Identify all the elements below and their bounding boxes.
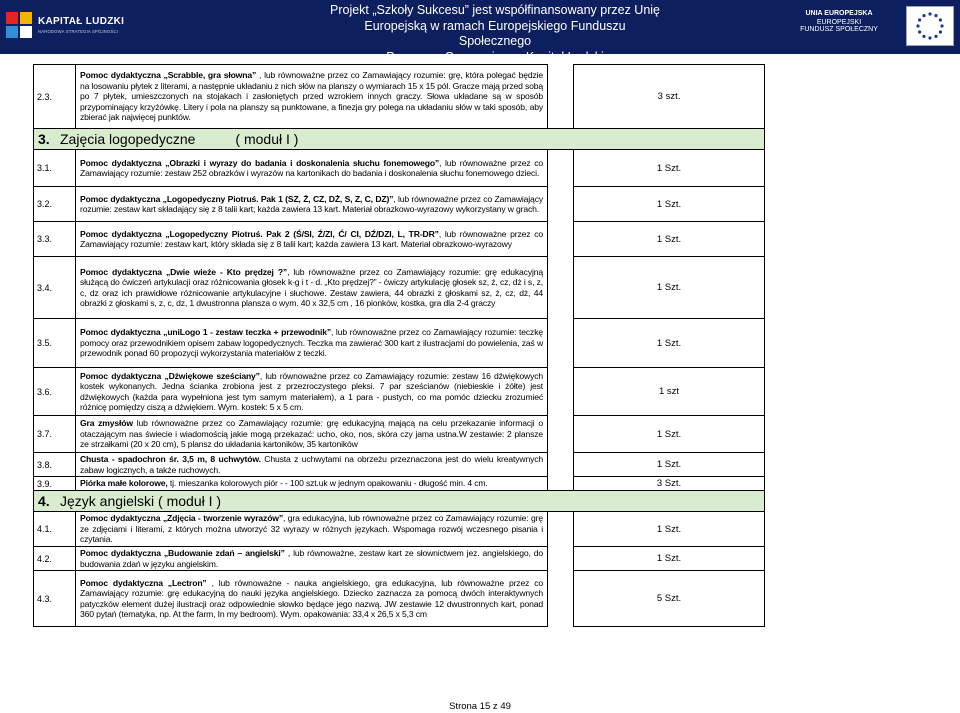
- logo-title: KAPITAŁ LUDZKI: [38, 16, 125, 27]
- item-name: Pomoc dydaktyczna „Obrazki i wyrazy do badania i doskonalenia słuchu fonemowego”: [80, 157, 440, 168]
- project-info: [330, 3, 660, 65]
- item-description: [76, 512, 548, 547]
- table-row: [34, 65, 765, 129]
- section-number: 4.: [38, 493, 50, 509]
- section-row: [34, 491, 765, 512]
- item-name: Pomoc dydaktyczna „Logopedyczny Piotruś. Pak 2 (Ś/SI, Ź/ZI, Ć/ CI, DŹ/DZI, L, TR-DR”: [80, 228, 439, 239]
- section-title: Zajęcia logopedyczne: [60, 131, 196, 147]
- item-details: , lub równoważne przez co Zamawiający rozumie: zestaw kart składający się z 8 talii kart; każda zawiera 13 kart. Materiał obrazkowo-wyrazowy wykorzystany w grach.: [80, 193, 543, 214]
- item-description: [76, 187, 548, 222]
- item-details: , lub równoważne przez co Zamawiający rozumie: teczkę pomocy oraz przewodnikiem opisem zabaw logopedycznych. Teczka ma zawierać 300 kart z ilustracjami do powielenia, zaś w przewodnik ponad 60 propozycji wykorzystania materiałów z teczki.: [80, 327, 543, 359]
- item-quantity: 3 Szt.: [574, 477, 765, 491]
- item-quantity: 1 Szt.: [574, 150, 765, 187]
- table-row: [34, 150, 765, 187]
- item-details: , lub równoważne przez co Zamawiający rozumie: zestaw 16 dźwiękowych kostek wykonanych. Jedna ścianka zrobiona jest z przezroczystego pleksi. 7 par sześcianów (niebieskie i żółte) jest dźwiękowych (każda para wypełniona jest tym samym materiałem), a 1 para - pustych, co ma pomóc dziecku zrozumieć różnicę pomiędzy ciszą a dźwiękiem. Wym. kostek: 5 x 5 cm.: [80, 370, 543, 412]
- item-description: [76, 65, 548, 129]
- row-number: 2.3.: [34, 65, 76, 129]
- row-number: 3.9.: [34, 477, 76, 491]
- row-number: 3.4.: [34, 257, 76, 319]
- item-quantity: 5 Szt.: [574, 571, 765, 627]
- row-number: 3.5.: [34, 319, 76, 368]
- row-number: 3.8.: [34, 453, 76, 477]
- section-header-english: [34, 491, 765, 512]
- item-name: Pomoc dydaktyczna „Dwie wieże - Kto prędzej ?”: [80, 266, 288, 277]
- row-number: 3.7.: [34, 416, 76, 453]
- equipment-table: [33, 64, 764, 627]
- table-row: [34, 368, 765, 416]
- row-number: 3.2.: [34, 187, 76, 222]
- eu-fund-line1: EUROPEJSKI: [816, 19, 862, 26]
- item-description: [76, 547, 548, 571]
- item-quantity: 1 Szt.: [574, 222, 765, 257]
- item-name: Gra zmysłów: [80, 418, 133, 429]
- item-details: Chusta z uchwytami na obrzeżu przeznaczona jest do wielu kreatywnych zabaw logicznych, a także ruchowych.: [80, 454, 543, 475]
- table-row: [34, 477, 765, 491]
- item-details: , lub równoważne przez co Zamawiający rozumie: zestaw kart, który składa się z 8 talii kart; każda zawiera 13 kart. Materiał obrazkowo-wyrazowy: [80, 228, 543, 249]
- table-row: [34, 547, 765, 571]
- section-module: ( moduł I ): [235, 131, 299, 147]
- item-quantity: 1 szt: [574, 368, 765, 416]
- item-quantity: 1 Szt.: [574, 453, 765, 477]
- row-number: 3.1.: [34, 150, 76, 187]
- item-description: [76, 150, 548, 187]
- item-details: , lub równoważne przez co Zamawiający rozumie: zestaw 252 obrazków i wyrazów na kartonikach do badania i doskonalenia słuchu fonemowego dzieci.: [80, 157, 544, 178]
- item-details: , lub równoważne przez co Zamawiający rozumie: grę, która polegać będzie na losowaniu płytek z literami, a następnie układaniu z nich słów na planszy o wymiarach 15 x 15 pól. Gracze mają przed sobą po 7 płytek, umieszczonych na stojakach i zasłoniętych przed wzrokiem innych graczy. Słowa układane są w sposób przypominający krzyżówkę. Litery i pola na planszy są punktowane, a finezja gry polega na układaniu słów w taki sposób, aby zbierać jak najwięcej punktów.: [80, 70, 543, 123]
- table-row: [34, 453, 765, 477]
- row-number: 4.2.: [34, 547, 76, 571]
- project-line-1: Projekt „Szkoły Sukcesu” jest współfinansowany przez Unię: [330, 3, 660, 17]
- eu-logo: [766, 4, 956, 50]
- item-name: Chusta - spadochron śr. 3,5 m, 8 uchwytów.: [80, 454, 261, 464]
- eu-logo-text: [774, 10, 904, 33]
- item-details: , lub równoważne przez co Zamawiający rozumie: grę edukacyjną służącą do ćwiczeń artykulacji oraz różnicowania głosek k-g i t - d. „Kto prędzej?” - ćwiczy artykulację głosek sz, ż, cz, dż i s, z, c, dz oraz ich prawidłowe różnicowanie artykulacyjne i słuchowe. Zestaw zawiera, 44 obrazki z głoskami sz, ż, cz, dż, 44 obrazki z głoskami s, z, c, dz, 1 dwustronna plansza o wym. 40 x 32,5 cm , 16 pionków, kostka, gra dla 2-4 graczy: [80, 266, 543, 308]
- row-number: 4.1.: [34, 512, 76, 547]
- section-number: 3.: [38, 131, 50, 147]
- project-line-2: Europejską w ramach Europejskiego Funduszu Społecznego: [364, 18, 626, 48]
- logo-subtitle: NARODOWA STRATEGIA SPÓJNOŚCI: [38, 29, 119, 34]
- table-row: [34, 512, 765, 547]
- item-name: Piórka małe kolorowe,: [80, 478, 168, 489]
- item-name: Pomoc dydaktyczna „Zdjęcia - tworzenie wyrazów”: [80, 513, 283, 524]
- table-row: [34, 416, 765, 453]
- item-name: Pomoc dydaktyczna „Logopedyczny Piotruś. Pak 1 (SZ, Ż, CZ, DŻ, S, Z, C, DZ)”: [80, 193, 394, 204]
- table-row: [34, 187, 765, 222]
- item-quantity: 1 Szt.: [574, 319, 765, 368]
- document-header: [0, 0, 960, 64]
- item-details: tj. mieszanka kolorowych piór - - 100 szt.uk w jednym opakowaniu - długość min. 4 cm.: [167, 478, 488, 489]
- page-number: Strona 15 z 49: [449, 701, 511, 712]
- item-details: , lub równoważne - nauka angielskiego, gra edukacyjna, lub równoważne przez co Zamawiający rozumie: grę edukacyjną do nauki języka angielskiego. Dziecko zaznacza za pomocą dwóch interaktywnych patyczków element dużej ilustracji oraz odpowiednie słowko będące jego nazwą. JW zestawie 12 dwustronnych kart, ponad 360 pytań (tematyka, np. At the farm, In my bedroom). Wym. opakowania: 33,4 x 26,5 x 5,3 cm: [80, 577, 543, 619]
- section-module: ( moduł I ): [158, 493, 222, 509]
- item-description: [76, 368, 548, 416]
- item-description: [76, 222, 548, 257]
- table-row: [34, 257, 765, 319]
- item-name: Pomoc dydaktyczna „Dźwiękowe sześciany”: [80, 370, 260, 381]
- table-row: [34, 319, 765, 368]
- eu-name: UNIA EUROPEJSKA: [805, 10, 873, 17]
- row-number: 3.3.: [34, 222, 76, 257]
- item-description: [76, 477, 548, 491]
- project-line-3: Programu Operacyjnego Kapitał Ludzki: [386, 49, 604, 64]
- item-quantity: 1 Szt.: [574, 187, 765, 222]
- eu-flag-icon: [906, 6, 954, 46]
- kapital-ludzki-logo: [6, 8, 126, 48]
- item-description: [76, 319, 548, 368]
- table-row: [34, 222, 765, 257]
- section-title: Język angielski: [60, 493, 155, 509]
- item-name: Pomoc dydaktyczna „Scrabble, gra słowna”: [80, 70, 257, 81]
- item-quantity: 1 Szt.: [574, 257, 765, 319]
- item-description: [76, 453, 548, 477]
- item-description: [76, 257, 548, 319]
- item-quantity: 1 Szt.: [574, 416, 765, 453]
- kapital-ludzki-logo-mark: [6, 12, 32, 38]
- row-number: 3.6.: [34, 368, 76, 416]
- table-row: [34, 571, 765, 627]
- section-row: [34, 129, 765, 150]
- eu-fund-line2: FUNDUSZ SPOŁECZNY: [800, 26, 878, 33]
- item-name: Pomoc dydaktyczna „Lectron”: [80, 577, 207, 588]
- item-description: [76, 571, 548, 627]
- item-details: , gra edukacyjna, lub równoważne przez co Zamawiający rozumie: grę ze zdjęciami i literami, z których można utworzyć 32 wyrazy w różnych językach. Wspomaga rozwój wczesnego pisania i czytania.: [80, 513, 543, 545]
- item-name: Pomoc dydaktyczna „Budowanie zdań – angielski”: [80, 548, 285, 558]
- item-quantity: 3 szt.: [574, 65, 765, 129]
- section-header-logopedics: [34, 129, 765, 150]
- row-number: 4.3.: [34, 571, 76, 627]
- item-details: lub równoważne przez co Zamawiający rozumie: grę edukacyjną mającą na celu przekazanie informacji o otaczającym nas świecie i wiadomością jakie mogą przekazać: ucho, oko, nos, skóra czy jama ustna.W zestawie: 2 plansze ze strzałkami (20 x 20 cm), 5 plansz do układania kartoników, 35 kartoników: [80, 418, 543, 450]
- item-details: , lub równoważne, zestaw kart ze słownictwem jez. angielskiego, do budowania zdań w języku angielskim.: [80, 548, 543, 569]
- item-name: Pomoc dydaktyczna „uniLogo 1 - zestaw teczka + przewodnik”: [80, 327, 332, 338]
- item-quantity: 1 Szt.: [574, 512, 765, 547]
- item-quantity: 1 Szt.: [574, 547, 765, 571]
- item-description: [76, 416, 548, 453]
